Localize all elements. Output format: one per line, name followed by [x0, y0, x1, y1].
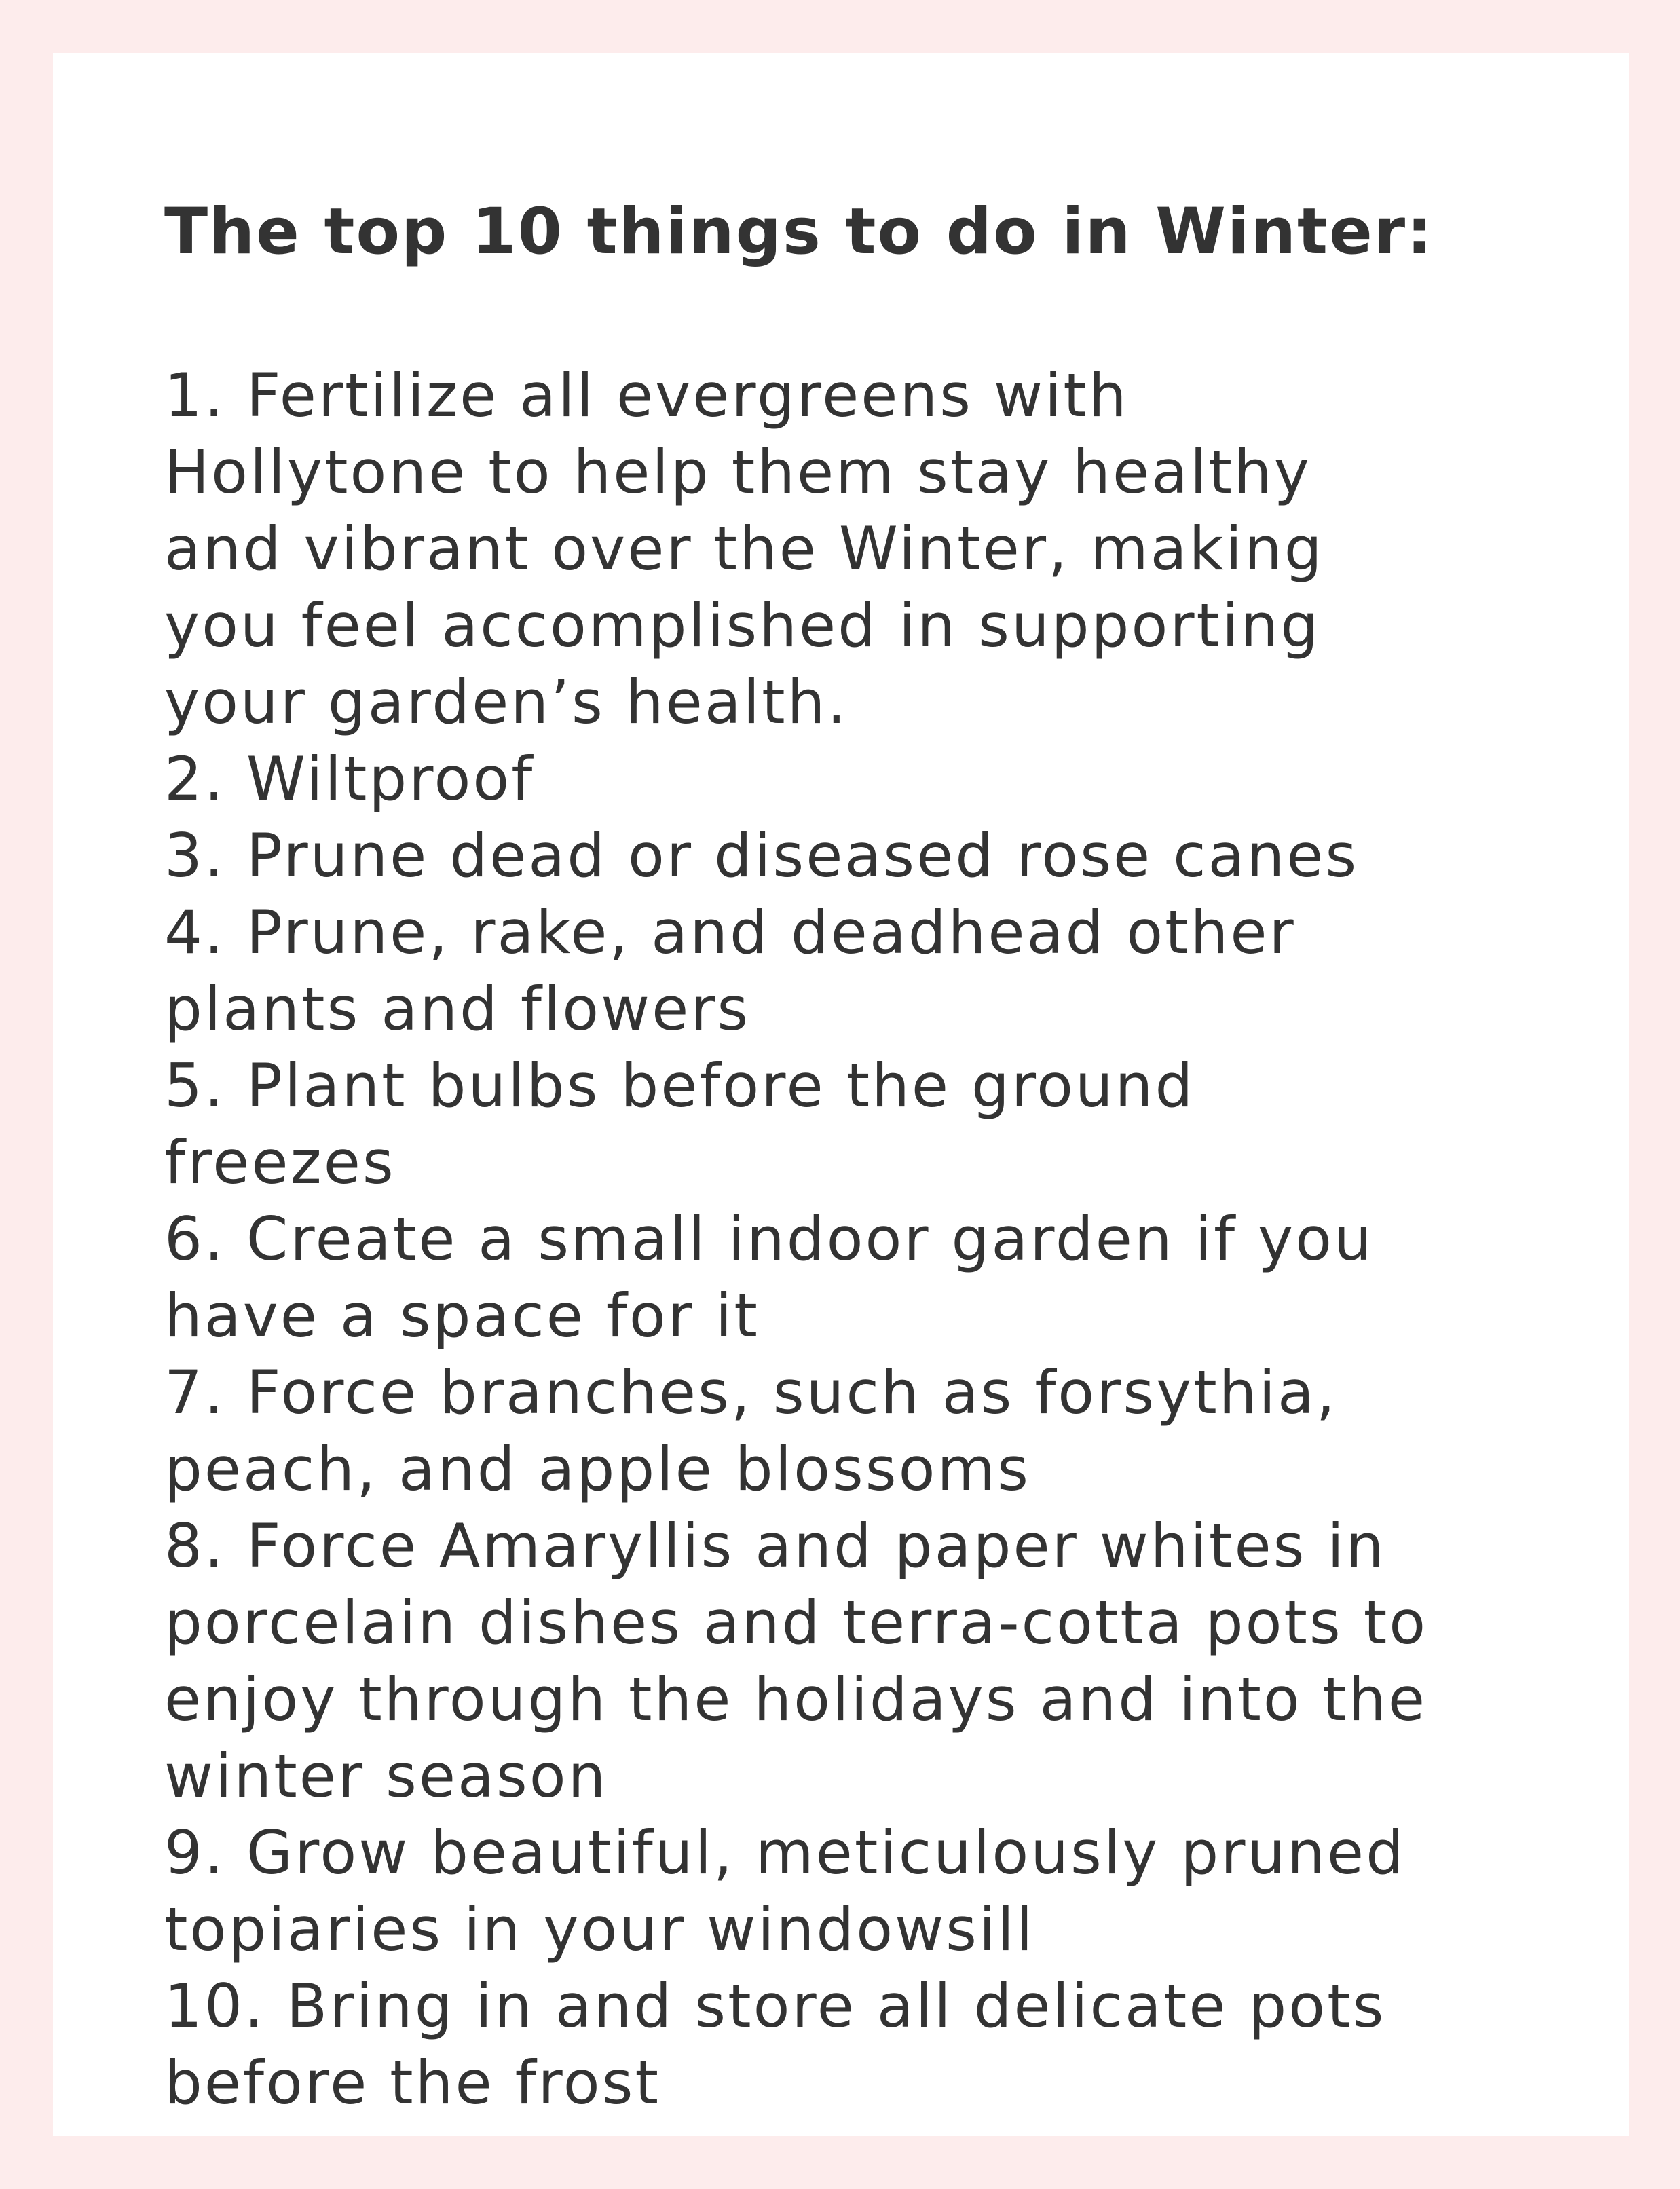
- list-item-line: 8. Force Amaryllis and paper whites in: [164, 1511, 1386, 1582]
- list-item-line: 10. Bring in and store all delicate pots: [164, 1971, 1386, 2042]
- list-item-line: you feel accomplished in supporting: [164, 591, 1321, 661]
- page-title: The top 10 things to do in Winter:: [164, 195, 1434, 269]
- list-item-line: have a space for it: [164, 1281, 760, 1351]
- list-item-line: freezes: [164, 1127, 396, 1198]
- document-content: [164, 195, 1583, 2121]
- list-item-line: 7. Force branches, such as forsythia,: [164, 1358, 1337, 1428]
- list-item: [164, 1201, 1583, 1354]
- list-item: [164, 817, 1583, 894]
- list-item-line: your garden’s health.: [164, 667, 848, 738]
- list-item: [164, 1047, 1583, 1201]
- list-item-line: 9. Grow beautiful, meticulously pruned: [164, 1818, 1406, 1888]
- list-item-line: plants and flowers: [164, 974, 751, 1045]
- list-item-line: 1. Fertilize all evergreens with: [164, 360, 1129, 431]
- list-item-line: 3. Prune dead or diseased rose canes: [164, 821, 1359, 891]
- list-item-line: winter season: [164, 1741, 608, 1812]
- list-item: [164, 1814, 1583, 1968]
- list-item-line: 5. Plant bulbs before the ground: [164, 1051, 1195, 1121]
- list-item-line: 4. Prune, rake, and deadhead other: [164, 897, 1296, 968]
- list-item-line: porcelain dishes and terra-cotta pots to: [164, 1588, 1428, 1658]
- list-item: [164, 894, 1583, 1047]
- list-item-line: Hollytone to help them stay healthy: [164, 437, 1311, 508]
- document-card: [53, 53, 1629, 2136]
- list-item: [164, 741, 1583, 817]
- list-item-line: peach, and apple blossoms: [164, 1434, 1031, 1505]
- winter-tasks-list: [164, 357, 1583, 2121]
- list-item-line: enjoy through the holidays and into the: [164, 1664, 1427, 1735]
- list-item-line: and vibrant over the Winter, making: [164, 514, 1324, 584]
- list-item-line: topiaries in your windowsill: [164, 1894, 1035, 1965]
- list-item-line: 2. Wiltproof: [164, 744, 535, 815]
- list-item: [164, 1968, 1583, 2121]
- list-item: [164, 1354, 1583, 1508]
- list-item-line: 6. Create a small indoor garden if you: [164, 1204, 1374, 1275]
- list-item-line: before the frost: [164, 2048, 660, 2118]
- list-item: [164, 1508, 1583, 1814]
- list-item: [164, 357, 1583, 741]
